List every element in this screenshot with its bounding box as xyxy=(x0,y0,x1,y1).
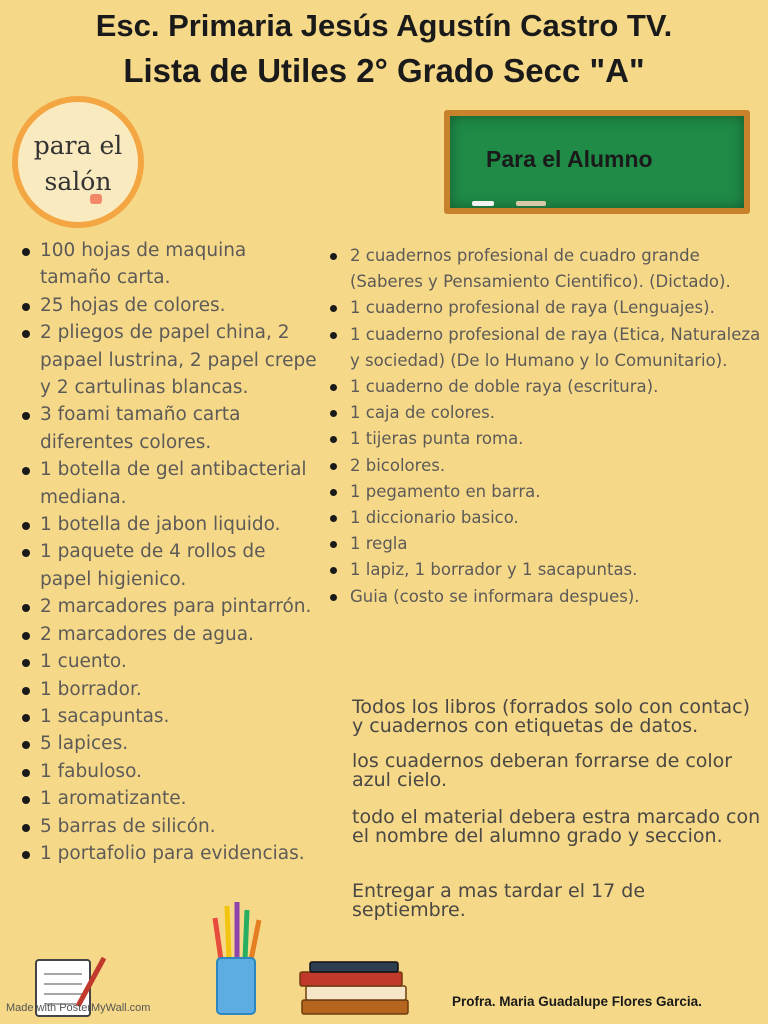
alumno-item: 1 diccionario basico. xyxy=(328,505,768,531)
salon-badge xyxy=(12,96,144,228)
salon-item: 25 hojas de colores. xyxy=(20,292,320,319)
note-deadline: Entregar a mas tardar el 17 de septiembre. xyxy=(352,880,646,921)
salon-item: 2 marcadores para pintarrón. xyxy=(20,593,320,620)
note-cover-color: los cuadernos deberan forrarse de color azul cielo. xyxy=(352,750,733,791)
alumno-item: 1 lapiz, 1 borrador y 1 sacapuntas. xyxy=(328,557,768,583)
watermark: Made with PosterMyWall.com xyxy=(6,1002,151,1014)
salon-item: 2 marcadores de agua. xyxy=(20,621,320,648)
alumno-item: Guia (costo se informara despues). xyxy=(328,584,768,610)
badge-line-2: salón xyxy=(44,167,112,196)
book-stack-icon xyxy=(296,958,414,1020)
school-name: Esc. Primaria Jesús Agustín Castro TV. xyxy=(95,8,673,43)
badge-line-1: para el xyxy=(33,131,123,160)
salon-item: 2 pliegos de papel china, 2 papael lustrina, 2 papel crepe y 2 cartulinas blancas. xyxy=(20,319,320,401)
note-books-labels: Todos los libros (forrados solo con contac) y cuadernos con etiquetas de datos. xyxy=(352,696,751,737)
alumno-item: 2 bicolores. xyxy=(328,453,768,479)
chalk-icon xyxy=(472,201,494,206)
alumno-item: 1 cuaderno profesional de raya (Etica, Naturaleza y sociedad) (De lo Humano y lo Comunitario). xyxy=(328,322,768,374)
alumno-item: 1 regla xyxy=(328,531,768,557)
alumno-item: 2 cuadernos profesional de cuadro grande (Saberes y Pensamiento Cientifico). (Dictado). xyxy=(328,243,768,295)
eraser-icon xyxy=(516,201,546,206)
salon-item: 1 portafolio para evidencias. xyxy=(20,840,320,867)
alumno-item: 1 cuaderno de doble raya (escritura). xyxy=(328,374,768,400)
chalkboard-label: Para el Alumno xyxy=(486,146,653,172)
alumno-item: 1 cuaderno profesional de raya (Lenguajes). xyxy=(328,295,768,321)
salon-item: 1 aromatizante. xyxy=(20,785,320,812)
salon-item: 1 cuento. xyxy=(20,648,320,675)
salon-item: 1 paquete de 4 rollos de papel higienico. xyxy=(20,538,320,593)
badge-label xyxy=(18,128,138,200)
salon-item: 100 hojas de maquina tamaño carta. xyxy=(20,237,320,292)
list-title: Lista de Utiles 2° Grado Secc "A" xyxy=(123,52,645,89)
alumno-item: 1 caja de colores. xyxy=(328,400,768,426)
salon-item: 1 botella de gel antibacterial mediana. xyxy=(20,456,320,511)
alumno-item: 1 pegamento en barra. xyxy=(328,479,768,505)
alumno-supply-list xyxy=(328,243,768,610)
teacher-credit: Profra. Maria Guadalupe Flores Garcia. xyxy=(452,994,702,1009)
salon-item: 1 borrador. xyxy=(20,676,320,703)
salon-item: 1 fabuloso. xyxy=(20,758,320,785)
pencil-cup-icon xyxy=(205,898,267,1018)
salon-item: 5 barras de silicón. xyxy=(20,813,320,840)
salon-supply-list xyxy=(20,237,320,867)
salon-item: 3 foami tamaño carta diferentes colores. xyxy=(20,401,320,456)
salon-item: 1 botella de jabon liquido. xyxy=(20,511,320,538)
salon-item: 5 lapices. xyxy=(20,730,320,757)
alumno-item: 1 tijeras punta roma. xyxy=(328,426,768,452)
chalkboard xyxy=(444,110,750,214)
salon-item: 1 sacapuntas. xyxy=(20,703,320,730)
note-labeled-material: todo el material debera estra marcado con el nombre del alumno grado y seccion. xyxy=(352,806,761,847)
